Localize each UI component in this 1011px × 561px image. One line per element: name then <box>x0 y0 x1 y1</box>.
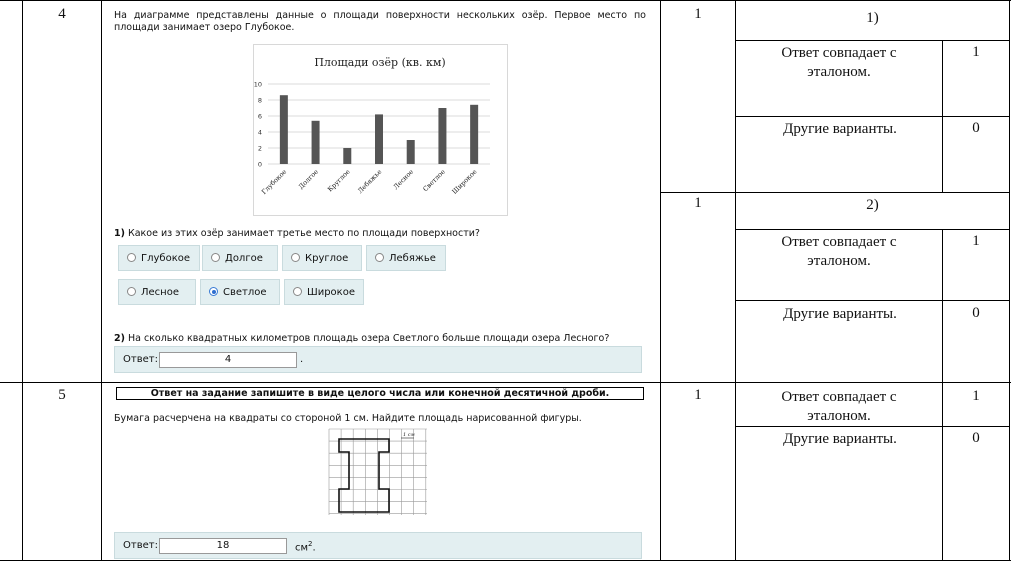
q1-points: 1 <box>694 6 702 22</box>
y-tick-label: 8 <box>257 96 262 105</box>
i-beam-shape <box>339 439 389 512</box>
grid-line <box>735 40 1010 41</box>
y-tick-label: 10 <box>254 80 262 89</box>
x-tick-label: Круглое <box>326 167 352 194</box>
grid-line <box>735 229 1010 230</box>
criterion-match: Ответ совпадает с эталоном. <box>781 389 897 424</box>
task4-q1 <box>114 228 654 240</box>
chart-bar <box>343 148 351 164</box>
task5-points: 1 <box>694 387 702 403</box>
task4-answer-box <box>114 346 642 373</box>
option-3[interactable] <box>282 245 362 271</box>
criterion-match: Ответ совпадает с эталоном. <box>781 234 897 269</box>
area-answer-input[interactable]: 18 <box>159 538 287 554</box>
chart-title: Площади озёр (кв. км) <box>314 56 446 69</box>
criterion-match: Ответ совпадает с эталоном. <box>781 45 897 80</box>
grid-line <box>0 382 1011 383</box>
x-tick-label: Светлое <box>421 167 447 194</box>
y-tick-label: 6 <box>257 112 262 121</box>
score-value: 0 <box>972 430 980 446</box>
chart-bar <box>407 140 415 164</box>
option-5[interactable] <box>118 279 196 305</box>
unit: см <box>295 542 309 554</box>
task5-answer-box <box>114 532 642 559</box>
grid-line <box>735 0 736 561</box>
criterion-other: Другие варианты. <box>783 121 897 137</box>
radio-icon[interactable] <box>211 253 220 262</box>
task4-q2 <box>114 333 654 345</box>
answer-input[interactable]: 4 <box>159 352 297 368</box>
chart-bar <box>375 114 383 164</box>
task5-text: Бумага расчерчена на квадраты со стороной 1 см. Найдите площадь нарисованной фигуры. <box>114 413 582 424</box>
radio-icon[interactable] <box>293 287 302 296</box>
grid-line <box>101 0 102 561</box>
radio-icon[interactable] <box>291 253 300 262</box>
option-4[interactable] <box>366 245 446 271</box>
option-6[interactable] <box>200 279 280 305</box>
bar-chart <box>253 44 508 216</box>
y-tick-label: 4 <box>257 128 262 137</box>
grid-line <box>942 382 943 561</box>
radio-icon[interactable] <box>209 287 218 296</box>
grid-line <box>735 300 1010 301</box>
unit-suffix: . <box>312 542 316 554</box>
grid-line <box>0 0 1011 1</box>
unit-label <box>295 540 316 553</box>
x-tick-label: Лесное <box>391 167 416 192</box>
grid-line <box>735 116 1010 117</box>
answer-suffix: . <box>300 354 304 365</box>
option-label: Лебяжье <box>389 253 436 264</box>
score-value: 1 <box>972 388 980 404</box>
score-value: 1 <box>972 44 980 60</box>
q2-number: 2) <box>114 333 125 344</box>
radio-icon[interactable] <box>127 253 136 262</box>
grid-line <box>1009 0 1010 561</box>
x-tick-label: Широкое <box>450 167 479 196</box>
chart-bar <box>470 105 478 164</box>
answer-label: Ответ: <box>123 354 158 365</box>
option-7[interactable] <box>284 279 364 305</box>
option-label: Глубокое <box>141 253 191 264</box>
option-label: Долгое <box>225 253 263 264</box>
q1-text: Какое из этих озёр занимает третье место по площади поверхности? <box>124 228 480 239</box>
grid-line <box>660 0 661 561</box>
criterion-other: Другие варианты. <box>783 306 897 322</box>
unit-superscript: 2 <box>308 540 313 548</box>
task-number-4: 4 <box>58 6 66 22</box>
criterion-other: Другие варианты. <box>783 431 897 447</box>
option-label: Широкое <box>307 287 355 298</box>
task4-intro: На диаграмме представлены данные о площади поверхности нескольких озёр. Первое место по площади занимает озеро Глубокое. <box>114 10 646 33</box>
y-tick-label: 2 <box>257 144 262 153</box>
scale-label: 1 см <box>403 432 415 438</box>
q2-text: На сколько квадратных километров площадь озера Светлого больше площади озера Лесного? <box>124 333 610 344</box>
grid-line <box>660 192 1010 193</box>
task5-instruction-header: Ответ на задание запишите в виде целого числа или конечной десятичной дроби. <box>116 387 644 400</box>
chart-svg <box>254 45 507 215</box>
grid-figure <box>328 428 428 516</box>
radio-icon[interactable] <box>375 253 384 262</box>
option-label: Лесное <box>141 287 179 298</box>
task-number-5: 5 <box>58 387 66 403</box>
option-1[interactable] <box>118 245 200 271</box>
chart-bar <box>280 95 288 164</box>
option-label: Светлое <box>223 287 267 298</box>
grid-line <box>735 426 1010 427</box>
grid-figure-svg <box>328 428 428 516</box>
chart-bar <box>438 108 446 164</box>
y-tick-label: 0 <box>257 160 262 169</box>
option-label: Круглое <box>305 253 349 264</box>
x-tick-label: Долгое <box>297 167 320 191</box>
answer-label: Ответ: <box>123 540 158 551</box>
radio-icon[interactable] <box>127 287 136 296</box>
score-value: 0 <box>972 120 980 136</box>
chart-bar <box>312 121 320 164</box>
part2-label: 2) <box>866 197 879 213</box>
option-2[interactable] <box>202 245 278 271</box>
q1-number: 1) <box>114 228 125 239</box>
score-value: 0 <box>972 305 980 321</box>
q2-points: 1 <box>694 195 702 211</box>
x-tick-label: Лебяжье <box>356 167 384 196</box>
grid-line <box>22 0 23 561</box>
part1-label: 1) <box>866 10 879 26</box>
score-value: 1 <box>972 233 980 249</box>
x-tick-label: Глубокое <box>260 167 289 196</box>
